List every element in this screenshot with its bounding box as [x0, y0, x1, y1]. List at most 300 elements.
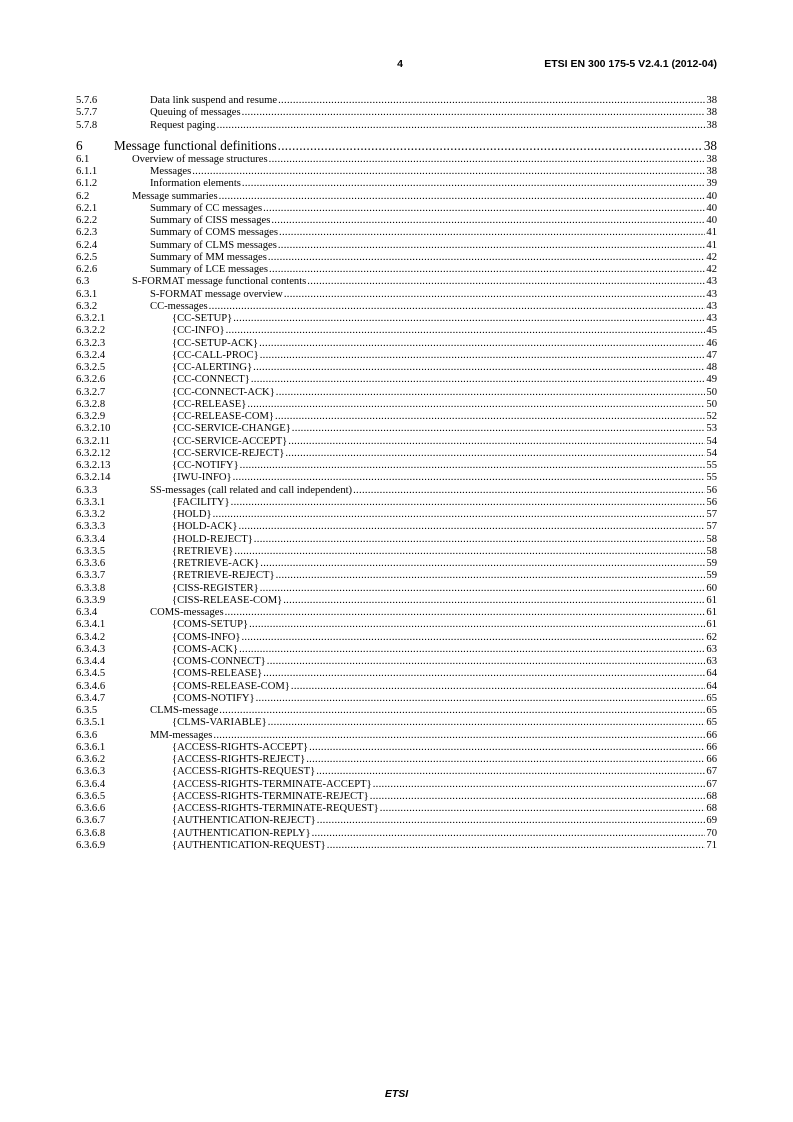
toc-entry-number: 6.3.6 — [76, 729, 98, 741]
toc-entry-title: {CC-ALERTING} — [172, 362, 253, 373]
toc-entry-page: 43 — [706, 276, 717, 288]
toc-entry-number: 5.7.6 — [76, 95, 98, 106]
toc-entry-title: {AUTHENTICATION-REPLY} — [172, 827, 311, 839]
toc-entry[interactable] — [76, 815, 717, 827]
toc-entry-title: {ACCESS-RIGHTS-TERMINATE-REJECT} — [172, 790, 369, 802]
toc-leader-dots — [276, 570, 706, 582]
toc-entry-page: 50 — [706, 398, 717, 410]
toc-entry[interactable] — [76, 120, 717, 132]
toc-entry-number: 6.3.6.1 — [76, 741, 106, 753]
toc-entry-title: CC-messages — [150, 300, 208, 312]
toc-entry-page: 61 — [706, 594, 717, 606]
toc-entry-title: {ACCESS-RIGHTS-ACCEPT} — [172, 741, 309, 753]
toc-leader-dots — [226, 325, 706, 337]
toc-entry[interactable] — [76, 840, 717, 852]
toc-entry-page: 67 — [706, 766, 717, 778]
toc-entry-page: 39 — [706, 178, 717, 190]
toc-entry[interactable] — [76, 668, 717, 680]
toc-entry-page: 40 — [706, 202, 717, 214]
toc-leader-dots — [263, 668, 705, 680]
toc-entry-page: 46 — [706, 337, 717, 349]
toc-entry-title: {CC-SETUP} — [172, 313, 233, 324]
toc-entry-number: 6.2.4 — [76, 239, 98, 251]
toc-entry[interactable] — [76, 191, 717, 203]
toc-entry-number: 6.3.2.11 — [76, 435, 111, 447]
toc-entry[interactable] — [76, 215, 717, 227]
toc-entry-number: 6.3.1 — [76, 288, 98, 300]
toc-entry-title: {FACILITY} — [172, 496, 230, 508]
toc-entry-page: 65 — [706, 717, 717, 729]
toc-entry-page: 63 — [706, 656, 717, 667]
toc-entry[interactable] — [76, 178, 717, 190]
toc-entry-number: 6.3.3.6 — [76, 558, 106, 569]
toc-entry-title: Information elements — [150, 178, 241, 190]
toc-entry-number: 6.3.3.8 — [76, 582, 106, 594]
toc-entry[interactable] — [76, 252, 717, 264]
toc-entry-title: {CC-SERVICE-REJECT} — [172, 447, 285, 459]
toc-entry[interactable] — [76, 497, 717, 509]
toc-leader-dots — [260, 350, 706, 362]
toc-entry-page: 40 — [706, 190, 717, 202]
toc-entry-title: SS-messages (call related and call independent) — [150, 484, 353, 496]
toc-leader-dots — [380, 803, 706, 815]
toc-entry[interactable] — [76, 423, 717, 435]
toc-entry[interactable] — [76, 717, 717, 729]
toc-entry-title: {CC-RELEASE} — [172, 398, 247, 410]
toc-entry[interactable] — [76, 138, 717, 154]
toc-entry-number: 6.3.3.4 — [76, 533, 106, 545]
toc-entry-number: 6.3.2.7 — [76, 386, 106, 398]
toc-entry[interactable] — [76, 95, 717, 107]
toc-leader-dots — [217, 120, 706, 132]
toc-entry[interactable] — [76, 828, 717, 840]
toc-entry-page: 59 — [706, 570, 717, 582]
toc-entry-number: 6.2.6 — [76, 264, 98, 275]
toc-entry-number: 6.3.3.7 — [76, 570, 106, 582]
toc-leader-dots — [292, 423, 706, 435]
toc-entry[interactable] — [76, 681, 717, 693]
toc-leader-dots — [239, 644, 705, 656]
toc-entry-number: 6.3.4.2 — [76, 631, 106, 643]
toc-entry-title: {COMS-RELEASE} — [172, 668, 263, 680]
toc-leader-dots — [268, 252, 706, 264]
toc-entry[interactable] — [76, 656, 717, 668]
toc-entry-page: 42 — [706, 264, 717, 275]
toc-entry-title: S-FORMAT message functional contents — [132, 276, 307, 288]
toc-leader-dots — [247, 399, 705, 411]
toc-entry[interactable] — [76, 595, 717, 607]
toc-entry-title: {CC-SERVICE-CHANGE} — [172, 423, 291, 435]
toc-entry-page: 60 — [706, 582, 717, 594]
toc-entry-number: 6.3.6.9 — [76, 839, 106, 851]
toc-entry[interactable] — [76, 411, 717, 423]
toc-leader-dots — [192, 166, 705, 178]
toc-entry[interactable] — [76, 350, 717, 362]
toc-entry-title: Summary of CLMS messages — [150, 239, 277, 251]
toc-entry-title: {COMS-INFO} — [172, 631, 241, 643]
toc-entry-number: 6.3.6.5 — [76, 790, 106, 802]
toc-entry[interactable] — [76, 203, 717, 215]
toc-entry[interactable] — [76, 754, 717, 766]
toc-leader-dots — [267, 656, 706, 668]
toc-entry-title: {CC-RELEASE-COM} — [172, 411, 274, 422]
toc-entry-number: 6.3.4.7 — [76, 692, 106, 704]
toc-entry-title: {ACCESS-RIGHTS-TERMINATE-ACCEPT} — [172, 778, 372, 790]
toc-entry[interactable] — [76, 570, 717, 582]
toc-entry[interactable] — [76, 436, 717, 448]
toc-entry-number: 6.3.3 — [76, 484, 98, 496]
toc-entry-page: 63 — [706, 643, 717, 655]
toc-entry-title: {AUTHENTICATION-REJECT} — [172, 815, 316, 827]
toc-leader-dots — [249, 619, 705, 631]
toc-entry[interactable] — [76, 803, 717, 815]
toc-entry-number: 6.3.2.13 — [76, 460, 111, 471]
toc-entry[interactable] — [76, 154, 717, 166]
toc-leader-dots — [288, 436, 705, 448]
toc-entry-number: 6.3.2.5 — [76, 362, 106, 373]
toc-entry-number: 6.2.5 — [76, 251, 98, 263]
toc-entry-number: 6.3.3.5 — [76, 545, 106, 557]
toc-entry[interactable] — [76, 693, 717, 705]
toc-entry-title: {CC-INFO} — [172, 325, 225, 337]
toc-entry-page: 38 — [706, 107, 717, 119]
toc-leader-dots — [327, 840, 706, 852]
toc-entry-title: {CC-CONNECT-ACK} — [172, 386, 275, 398]
toc-entry-number: 6.3.2.4 — [76, 349, 106, 361]
toc-entry-page: 57 — [706, 521, 717, 533]
toc-entry-page: 43 — [706, 300, 717, 312]
toc-entry-page: 54 — [706, 447, 717, 459]
toc-leader-dots — [219, 705, 705, 717]
toc-entry-page: 38 — [706, 119, 717, 131]
toc-entry-number: 6.3.6.7 — [76, 815, 106, 827]
toc-entry-number: 6.3.3.3 — [76, 521, 106, 533]
toc-entry-title: {CC-CONNECT} — [172, 374, 250, 386]
toc-leader-dots — [256, 693, 706, 705]
toc-entry-page: 65 — [706, 692, 717, 704]
toc-entry-title: {COMS-NOTIFY} — [172, 692, 255, 704]
toc-leader-dots — [213, 509, 706, 521]
toc-leader-dots — [268, 717, 706, 729]
toc-entry[interactable] — [76, 387, 717, 399]
toc-entry-number: 6.3.4.3 — [76, 643, 106, 655]
toc-entry-number: 6.3.3.1 — [76, 496, 106, 508]
toc-leader-dots — [213, 730, 705, 742]
toc-leader-dots — [242, 107, 706, 119]
toc-entry-number: 6.3.2.10 — [76, 423, 111, 435]
toc-leader-dots — [278, 95, 705, 107]
toc-entry[interactable] — [76, 730, 717, 742]
toc-entry-title: CLMS-message — [150, 705, 219, 716]
toc-entry[interactable] — [76, 791, 717, 803]
toc-entry-number: 6.3.6.3 — [76, 766, 106, 778]
toc-entry[interactable] — [76, 558, 717, 570]
toc-leader-dots — [307, 276, 705, 288]
toc-entry[interactable] — [76, 240, 717, 252]
toc-entry-page: 38 — [703, 137, 717, 153]
toc-leader-dots — [233, 472, 706, 484]
toc-entry[interactable] — [76, 779, 717, 791]
toc-entry[interactable] — [76, 107, 717, 119]
toc-entry[interactable] — [76, 742, 717, 754]
toc-entry-title: {COMS-RELEASE-COM} — [172, 680, 290, 692]
toc-leader-dots — [353, 485, 705, 497]
toc-entry-page: 64 — [706, 668, 717, 680]
toc-leader-dots — [276, 387, 706, 399]
toc-entry-title: {RETRIEVE-ACK} — [172, 558, 260, 569]
toc-entry-page: 64 — [706, 680, 717, 692]
toc-entry[interactable] — [76, 583, 717, 595]
toc-leader-dots — [251, 374, 706, 386]
toc-entry-title: {CC-SERVICE-ACCEPT} — [172, 435, 288, 447]
toc-leader-dots — [260, 583, 706, 595]
toc-entry-number: 6.3.6.8 — [76, 827, 106, 839]
toc-entry-page: 43 — [706, 313, 717, 324]
toc-entry-page: 68 — [706, 790, 717, 802]
toc-leader-dots — [284, 289, 706, 301]
toc-entry-title: {CC-NOTIFY} — [172, 460, 239, 471]
toc-entry-page: 55 — [706, 472, 717, 484]
toc-entry-number: 6.2.1 — [76, 202, 98, 214]
table-of-contents — [76, 95, 717, 852]
toc-leader-dots — [234, 546, 705, 558]
toc-entry-number: 6.3.6.6 — [76, 803, 106, 814]
toc-entry-title: Data link suspend and resume — [150, 95, 278, 106]
toc-entry-title: {ACCESS-RIGHTS-REJECT} — [172, 754, 306, 765]
toc-entry-page: 48 — [706, 362, 717, 373]
toc-entry-title: {HOLD-ACK} — [172, 521, 238, 533]
toc-entry-number: 6.2 — [76, 190, 90, 202]
toc-entry-page: 67 — [706, 778, 717, 790]
toc-entry[interactable] — [76, 472, 717, 484]
toc-entry-page: 42 — [706, 251, 717, 263]
toc-entry-number: 6.3.4.4 — [76, 656, 106, 667]
toc-entry[interactable] — [76, 399, 717, 411]
page-header — [0, 58, 793, 74]
toc-entry-title: {CLMS-VARIABLE} — [172, 717, 267, 729]
page-footer: ETSI — [384, 1088, 409, 1100]
toc-entry-title: Request paging — [150, 119, 216, 131]
toc-entry[interactable] — [76, 301, 717, 313]
toc-leader-dots — [259, 338, 705, 350]
toc-entry[interactable] — [76, 509, 717, 521]
toc-leader-dots — [231, 497, 706, 509]
toc-entry-page: 66 — [706, 729, 717, 741]
toc-entry-page: 54 — [706, 435, 717, 447]
toc-entry-page: 61 — [706, 619, 717, 631]
toc-entry[interactable] — [76, 362, 717, 374]
toc-entry-page: 38 — [706, 153, 717, 165]
toc-entry[interactable] — [76, 325, 717, 337]
toc-leader-dots — [260, 558, 705, 570]
toc-entry-page: 66 — [706, 741, 717, 753]
toc-leader-dots — [240, 460, 706, 472]
toc-entry-number: 6.3.4.1 — [76, 619, 106, 631]
toc-entry-page: 45 — [706, 325, 717, 337]
header-document-id: ETSI EN 300 175-5 V2.4.1 (2012-04) — [544, 58, 717, 70]
toc-leader-dots — [279, 227, 705, 239]
toc-entry-page: 59 — [706, 558, 717, 569]
toc-entry[interactable] — [76, 644, 717, 656]
toc-entry-page: 41 — [706, 227, 717, 239]
toc-entry[interactable] — [76, 546, 717, 558]
toc-entry-title: Summary of LCE messages — [150, 264, 268, 275]
toc-entry-page: 66 — [706, 754, 717, 765]
toc-leader-dots — [253, 362, 705, 374]
toc-entry-title: Summary of COMS messages — [150, 227, 279, 239]
toc-entry-page: 58 — [706, 533, 717, 545]
toc-entry-number: 6.2.3 — [76, 227, 98, 239]
toc-leader-dots — [209, 301, 706, 313]
toc-entry[interactable] — [76, 705, 717, 717]
toc-entry-number: 6.3.2 — [76, 300, 98, 312]
toc-entry-page: 56 — [706, 484, 717, 496]
toc-entry[interactable] — [76, 289, 717, 301]
toc-entry-number: 6.1.1 — [76, 166, 98, 177]
toc-entry-title: {CC-SETUP-ACK} — [172, 337, 259, 349]
toc-leader-dots — [219, 191, 706, 203]
toc-entry-title: S-FORMAT message overview — [150, 288, 283, 300]
toc-entry[interactable] — [76, 338, 717, 350]
toc-entry-page: 38 — [706, 166, 717, 177]
toc-entry-page: 40 — [706, 215, 717, 226]
toc-entry-number: 6.2.2 — [76, 215, 98, 226]
toc-entry-number: 6.1 — [76, 153, 90, 165]
toc-entry-number: 6.3.3.9 — [76, 594, 106, 606]
toc-entry-number: 6.3.2.2 — [76, 325, 106, 337]
toc-entry-title: Summary of MM messages — [150, 251, 267, 263]
toc-entry-number: 6.3.6.4 — [76, 778, 106, 790]
toc-entry-title: {ACCESS-RIGHTS-TERMINATE-REQUEST} — [172, 803, 379, 814]
toc-entry[interactable] — [76, 374, 717, 386]
toc-leader-dots — [269, 264, 705, 276]
toc-entry-page: 47 — [706, 349, 717, 361]
toc-entry-number: 6.3.2.12 — [76, 447, 111, 459]
toc-entry-number: 6.3.4 — [76, 607, 98, 618]
toc-entry-title: Message summaries — [132, 190, 218, 202]
toc-entry[interactable] — [76, 521, 717, 533]
toc-entry-title: {HOLD} — [172, 509, 212, 520]
toc-entry-page: 65 — [706, 705, 717, 716]
toc-leader-dots — [312, 828, 706, 840]
toc-entry[interactable] — [76, 166, 717, 178]
toc-entry-page: 68 — [706, 803, 717, 814]
toc-entry-title: {AUTHENTICATION-REQUEST} — [172, 839, 326, 851]
toc-entry-page: 55 — [706, 460, 717, 471]
toc-entry-title: {CC-CALL-PROC} — [172, 349, 259, 361]
toc-entry-number: 6.3.3.2 — [76, 509, 106, 520]
toc-entry-number: 6.3.2.9 — [76, 411, 106, 422]
toc-leader-dots — [275, 411, 705, 423]
toc-entry-page: 52 — [706, 411, 717, 422]
toc-entry-number: 6.1.2 — [76, 178, 98, 190]
toc-entry-page: 53 — [706, 423, 717, 435]
toc-entry-page: 58 — [706, 545, 717, 557]
toc-entry-number: 5.7.8 — [76, 119, 98, 131]
toc-entry[interactable] — [76, 264, 717, 276]
toc-entry-number: 6.3 — [76, 276, 90, 288]
toc-entry[interactable] — [76, 766, 717, 778]
toc-entry-title: Messages — [150, 166, 192, 177]
toc-entry-number: 6.3.5.1 — [76, 717, 106, 729]
toc-entry-title: {RETRIEVE} — [172, 545, 234, 557]
toc-leader-dots — [317, 815, 706, 827]
toc-entry[interactable] — [76, 276, 717, 288]
toc-leader-dots — [233, 313, 705, 325]
toc-entry-page: 57 — [706, 509, 717, 520]
toc-entry-title: {HOLD-REJECT} — [172, 533, 253, 545]
toc-leader-dots — [309, 742, 705, 754]
toc-entry-page: 70 — [706, 827, 717, 839]
toc-entry-page: 49 — [706, 374, 717, 386]
toc-entry-number: 6.3.2.1 — [76, 313, 106, 324]
toc-leader-dots — [239, 521, 706, 533]
toc-entry-title: {ACCESS-RIGHTS-REQUEST} — [172, 766, 316, 778]
toc-entry-title: {COMS-SETUP} — [172, 619, 249, 631]
toc-entry[interactable] — [76, 313, 717, 325]
toc-entry[interactable] — [76, 460, 717, 472]
toc-leader-dots — [285, 448, 705, 460]
toc-entry-title: MM-messages — [150, 729, 213, 741]
toc-entry[interactable] — [76, 448, 717, 460]
header-page-number: 4 — [397, 58, 403, 70]
toc-entry-page: 50 — [706, 386, 717, 398]
toc-entry[interactable] — [76, 607, 717, 619]
toc-entry-title: Message functional definitions — [114, 137, 277, 153]
toc-entry[interactable] — [76, 485, 717, 497]
toc-leader-dots — [373, 779, 706, 791]
toc-entry[interactable] — [76, 619, 717, 631]
toc-entry-title: {RETRIEVE-REJECT} — [172, 570, 275, 582]
toc-entry-number: 6.3.2.8 — [76, 398, 106, 410]
toc-entry-page: 71 — [706, 839, 717, 851]
toc-leader-dots — [241, 632, 705, 644]
toc-leader-dots — [242, 178, 706, 190]
toc-leader-dots — [271, 215, 705, 227]
toc-entry-number: 6.3.2.3 — [76, 337, 106, 349]
toc-entry-title: {COMS-ACK} — [172, 643, 239, 655]
toc-entry[interactable] — [76, 534, 717, 546]
toc-entry-title: {CISS-RELEASE-COM} — [172, 594, 283, 606]
toc-entry-number: 6.3.6.2 — [76, 754, 106, 765]
toc-entry-number: 6.3.4.5 — [76, 668, 106, 680]
toc-leader-dots — [254, 534, 706, 546]
toc-entry-number: 6.3.4.6 — [76, 680, 106, 692]
toc-entry-page: 69 — [706, 815, 717, 827]
toc-entry-title: Overview of message structures — [132, 153, 268, 165]
toc-leader-dots — [278, 138, 703, 154]
toc-entry-number: 6.3.5 — [76, 705, 98, 716]
toc-entry-title: {IWU-INFO} — [172, 472, 232, 484]
toc-entry[interactable] — [76, 632, 717, 644]
toc-leader-dots — [316, 766, 705, 778]
toc-entry-page: 38 — [706, 95, 717, 106]
toc-leader-dots — [278, 240, 706, 252]
toc-entry-page: 56 — [706, 496, 717, 508]
toc-entry-title: Queuing of messages — [150, 107, 241, 119]
toc-entry-number: 6.3.2.6 — [76, 374, 106, 386]
toc-entry-page: 43 — [706, 288, 717, 300]
toc-leader-dots — [269, 154, 706, 166]
toc-entry[interactable] — [76, 227, 717, 239]
toc-leader-dots — [370, 791, 706, 803]
toc-leader-dots — [283, 595, 705, 607]
toc-entry-title: Summary of CC messages — [150, 202, 263, 214]
toc-entry-title: Summary of CISS messages — [150, 215, 271, 226]
toc-entry-title: {COMS-CONNECT} — [172, 656, 266, 667]
toc-leader-dots — [291, 681, 706, 693]
toc-entry-page: 41 — [706, 239, 717, 251]
